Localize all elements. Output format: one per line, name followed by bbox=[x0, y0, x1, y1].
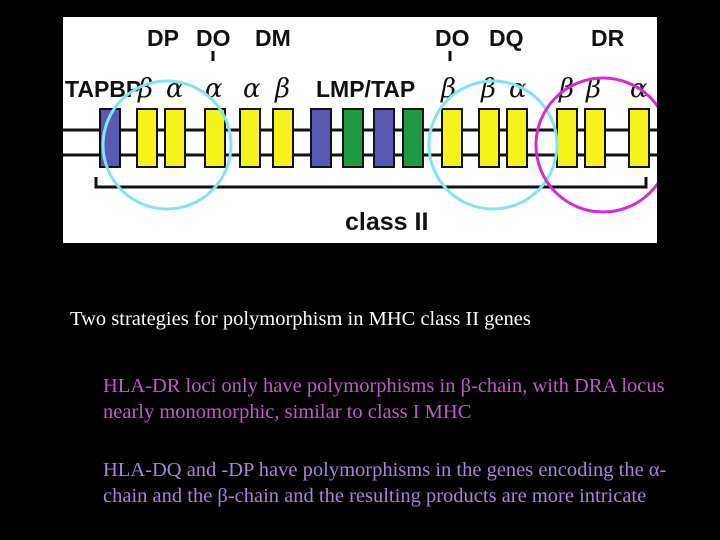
dra-gene bbox=[629, 109, 649, 167]
mhc-class-ii-gene-map bbox=[63, 17, 657, 243]
greek-alpha-dr: α bbox=[630, 74, 648, 104]
dpa-gene bbox=[165, 109, 185, 167]
dq-label: DQ bbox=[489, 25, 524, 51]
greek-alpha-dp: α bbox=[166, 74, 184, 104]
greek-beta-dr-1: β bbox=[559, 74, 575, 104]
greek-beta-dm: β bbox=[275, 74, 291, 104]
tap-gene-2 bbox=[403, 109, 423, 167]
point-dq-dp-polymorphism: HLA-DQ and -DP have polymorphisms in the genes encoding the α-chain and the β-chain and the resulting products are more intricate bbox=[103, 459, 667, 507]
dma-gene bbox=[240, 109, 260, 167]
class-ii-label: class II bbox=[345, 208, 429, 236]
slide-title: Two strategies for polymorphism in MHC class II genes bbox=[70, 308, 531, 330]
tapbp-label: TAPBP bbox=[65, 76, 142, 102]
gene-group bbox=[100, 109, 649, 167]
lmp-gene-2 bbox=[374, 109, 394, 167]
dob-gene bbox=[442, 109, 462, 167]
gene-map-svg bbox=[63, 17, 657, 243]
dqa-gene bbox=[507, 109, 527, 167]
point-dr-polymorphism: HLA-DR loci only have polymorphisms in β-chain, with DRA locus nearly monomorphic, similar to class I MHC bbox=[103, 375, 665, 423]
dm-label: DM bbox=[255, 25, 291, 51]
lmp-tap-label: LMP/TAP bbox=[316, 76, 416, 102]
dqb-gene bbox=[479, 109, 499, 167]
tap-gene-1 bbox=[343, 109, 363, 167]
class-ii-bracket bbox=[96, 177, 646, 187]
drb-gene-1 bbox=[557, 109, 577, 167]
dpb-gene bbox=[137, 109, 157, 167]
greek-beta-dp: β bbox=[138, 74, 154, 104]
lmp-gene bbox=[311, 109, 331, 167]
greek-alpha-do: α bbox=[205, 74, 223, 104]
greek-beta-dq: β bbox=[481, 74, 497, 104]
doa-gene bbox=[205, 109, 225, 167]
dr-label: DR bbox=[591, 25, 625, 51]
do-top-label: DO bbox=[196, 25, 231, 51]
greek-alpha-dm: α bbox=[243, 74, 261, 104]
drb-gene-2 bbox=[585, 109, 605, 167]
greek-beta-do: β bbox=[441, 74, 457, 104]
dp-label: DP bbox=[147, 25, 179, 51]
do-right-label: DO bbox=[435, 25, 470, 51]
greek-beta-dr-2: β bbox=[586, 74, 602, 104]
greek-alpha-dq: α bbox=[509, 74, 527, 104]
dmb-gene bbox=[273, 109, 293, 167]
